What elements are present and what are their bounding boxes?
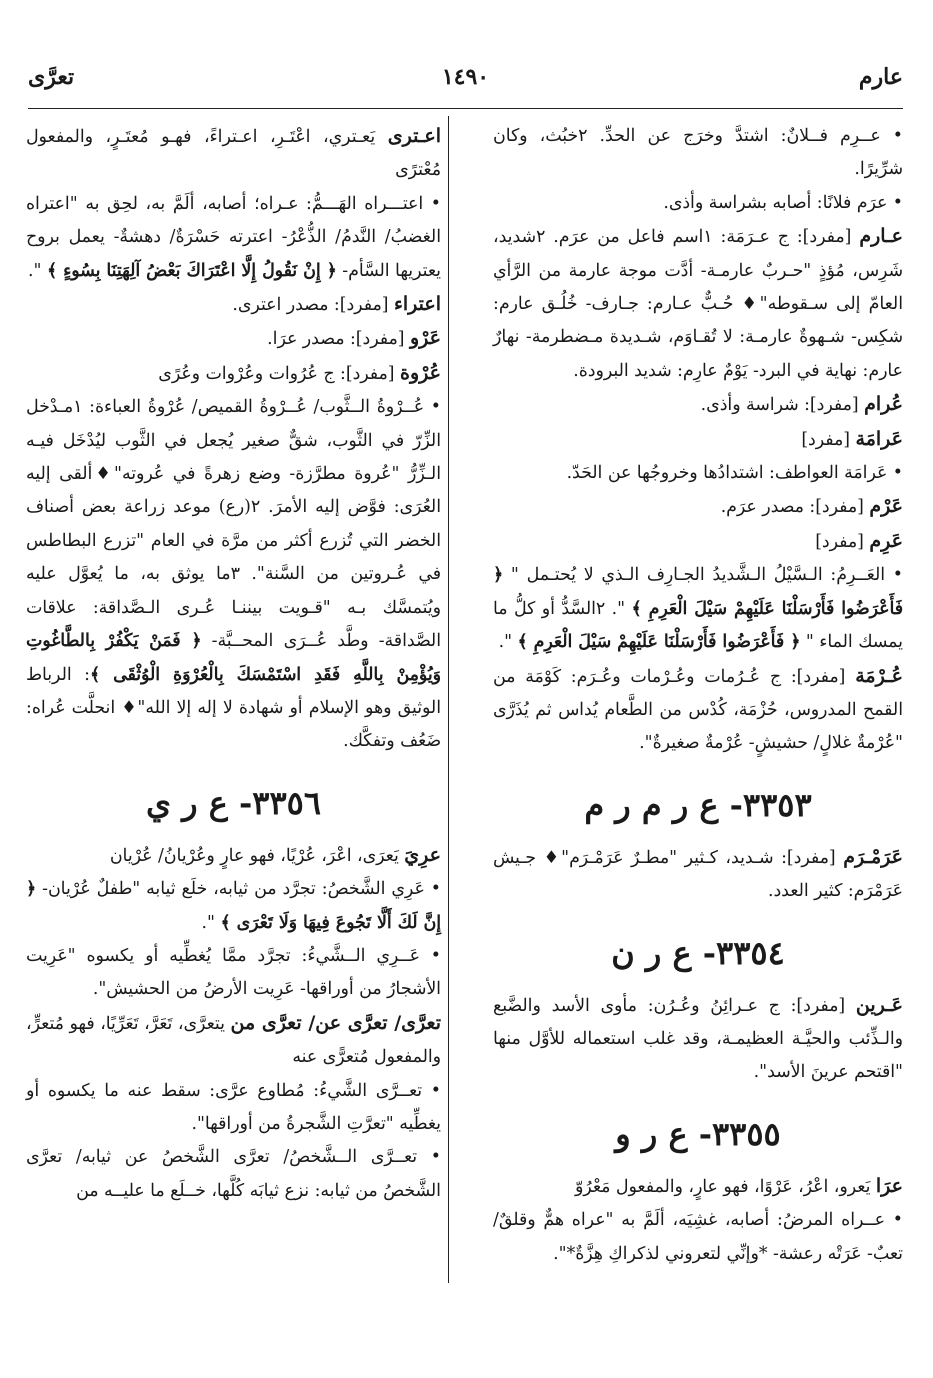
entry-text: • عــراه المرضُ: أصابه، غشِيَه، ألَمَّ به "عراه همٌّ وقلقٌ/ تعبٌ- عَرَتْه رعشة- *وإنِّي لتعروني لذكراكِ هِزَّةٌ*". [493,1210,903,1264]
entry-text: [مفرد]: ج عُـرُمات وعُـرْمات وعُـرَم: كَوْمَة من القمح المدروس، حُزْمَة، كُدْس من الطَّعام يُداس ثم يُذَرَّى "عُرْمةٌ غلالٍ/ حشيشٍ- عُرْمةٌ صغيرةٌ". [493,666,903,754]
entry-text: [مفرد]: مصدر اعترى. [232,295,394,316]
entry-headword: اعـترى [387,125,441,147]
entry-text: ". [28,260,47,281]
entry-text: • عُــرْوةُ الــثَّوب/ عُــرْوةُ القميص/ عُرْوةُ العباءة: ١مـدْخل الزِّرّ في الثَّوب، شقٌّ صغير يُجعل في الثَّوب ليُدْخَل فيـه الـزِّرُّ "عُروة مطرَّزة- وضع زهرةً في عُروته"♦ألقى إليه العُرَى: فوَّض إليه الأمرَ. ٢(رع) موعد زراعة بعض أصناف الخضر التي تُزرع أكثر من مرَّة في العام "تزرع البطاطس في عُـروتين من السَّنة". ٣ما يوثق به، ما يُعوَّل عليه ويُتمسَّك بـه "قـويت بيننـا عُـرى الـصَّداقة: علاقات الصَّداقة- وطَّد عُــرَى المحــبَّة- [26,397,442,652]
entry-headword: عرِيَ [404,843,441,866]
entry-text: • تعــرَّى الــشَّخصُ/ تعرَّى الشَّخصُ عن ثيابه/ تعرَّى الشَّخصُ من ثيابه: نزع ثيابَه كُلَّها، خــلَع ما عليــه من [26,1147,441,1201]
entry-text: [مفرد]: ج عـرَمَة: ١اسم فاعل من عرَم. ٢شديد، شَرِس، مُؤذٍ "حـربٌ عارمـة- أدَّت موجة عارمة من الرَّأي العامّ إلى سـقوطه"♦ حُـبٌّ عـارم: جـارف- خُلُـق عارم: شكِس- شـهوةٌ عارمـة: لا تُقـاوَم، شـديدة مـضطرمة- نهارٌ عارم: نهاية في البرد- يَوْمٌ عارِم: شديد البرودة. [493,227,903,381]
entry-text: ". [201,912,221,933]
dictionary-entry [493,120,903,187]
left-column [26,120,441,1208]
quranic-quote: ﴿ إِنَّ لَكَ أَلَّا تَجُوعَ فِيهَا وَلَا تَعْرَى ﴾ [26,879,441,933]
dictionary-entry [26,120,441,188]
entry-headword: عَـرين [855,993,903,1016]
header-left-title: تعرَّى [28,64,75,90]
dictionary-entry [493,1170,903,1204]
entry-text: [مفرد]: شراسة وأذى. [700,395,865,416]
section-heading: ٣٣٥٤- ع ر ن [611,933,785,972]
dictionary-entry [26,1007,441,1075]
dictionary-entry [493,423,903,457]
quranic-quote: ﴿ فَأَعْرَضُوا فَأَرْسَلْنَا عَلَيْهِمْ سَيْلَ الْعَرِمِ ﴾ [517,632,801,653]
dictionary-entry [493,841,903,909]
entry-headword: عُـرْمَة [855,664,903,687]
entry-text: ". [498,632,518,653]
entry-text: : الرباط الوثيق وهو الإسلام أو شهادة لا إله إلا الله"♦ انحلَّت عُراه: ضَعُف وتفكَّك. [26,664,441,752]
entry-text: [مفرد]: مصدر عرَا. [267,329,410,350]
entry-text: • عَرِي الشَّخصُ: تجرَّد من ثيابه، خلَع ثيابه "طفلٌ عُرْيان- [36,879,441,900]
entry-text: ". ٢السَّدُّ أو كلُّ ما يمسك الماء " [493,598,903,653]
entry-text: [مفرد]: مصدر عرَم. [720,497,870,518]
entry-text: • اعتـــراه الهَـــمُّ: عـراه؛ أصابه، ألَمَّ به، لحِق به "اعتراه الغضبُ/ النَّدمُ/ الذُّعْرُ- اعترته حَسْرَةٌ/ دهشةٌ- يعمل بروح يعتريها السَّأم- [26,193,441,281]
entry-text: [مفرد] [801,429,856,450]
dictionary-entry [26,322,441,356]
header-right-title: عارم [858,64,903,90]
column-divider [448,116,449,1283]
dictionary-entry [493,187,903,220]
dictionary-entry [26,940,441,1007]
entry-text: [مفرد]: ج عُرُوات وعُرْوات وعُرًى [158,363,401,384]
page-header [28,58,903,98]
entry-text: يَعرو، اعْرُ، عَرْوًا، فهو عارٍ، والمفعول مَعْرُوّ [574,1176,876,1197]
section-heading: ٣٣٥٣- ع ر م ر م [584,785,812,824]
entry-text: • العَــرِمُ: الـسَّيْلُ الـشَّديدُ الجـارِف الـذي لا يُحتـمل " [503,565,903,586]
dictionary-entry [26,1075,441,1142]
entry-text: يتعرَّى، تَعَرَّ، تَعَرِّيًا، فهو مُتعرٍّ، والمفعول مُتعرًّى عنه [26,1013,441,1068]
dictionary-entry [26,1141,441,1208]
dictionary-entry [493,660,903,761]
dictionary-entry [493,525,903,559]
entry-text: يَعـتري، اعْتَـرِ، اعـتراءً، فهـو مُعتَـرٍ، والمفعول مُعْترًى [26,127,441,181]
page-number: ١٤٩٠ [441,64,490,90]
quranic-quote: ﴿ فَأَعْرَضُوا فَأَرْسَلْنَا عَلَيْهِمْ سَيْلَ الْعَرِمِ ﴾ [493,565,903,619]
entry-headword: اعتراء [393,293,441,316]
entry-headword: عَرِم [869,529,903,552]
entry-headword: عـارم [859,225,903,248]
entry-headword: تعرَّى/ تعرَّى عن/ تعرَّى من [230,1011,441,1034]
dictionary-entry [493,388,903,422]
dictionary-entry [493,559,903,659]
dictionary-entry [26,391,441,758]
dictionary-entry [26,839,441,873]
entry-text: • عرَم فلانًا: أصابه بشراسة وأذى. [663,192,903,213]
right-column [493,120,903,1271]
entry-text: • تعــرَّى الشَّيءُ: مُطاوع عرَّى: سقط عنه ما يكسوه أو يغطِّيه "تعرَّتِ الشَّجرةُ من أوراقها". [26,1080,441,1134]
entry-text: • عَرامَة العواطف: اشتدادُها وخروجُها عن الحَدّ. [566,463,903,484]
entry-text: [مفرد] [815,531,870,552]
dictionary-entry [493,1204,903,1271]
entry-text: يَعرَى، اعْرَ، عُرْيًا، فهو عارٍ وعُرْيانُ/ عُرْيان [109,845,405,866]
dictionary-entry [26,188,441,288]
entry-headword: عُرْوة [400,361,441,384]
dictionary-entry [493,457,903,490]
entry-text: [مفرد]: شـديد، كـثير "مطـرٌ عَرَمْـرَم"♦ جـيش عَرَمْرَم: كثير العدد. [493,847,903,902]
dictionary-entry [493,989,903,1090]
dictionary-entry [493,490,903,524]
entry-headword: عُرام [864,393,903,416]
entry-headword: عَرامَة [855,427,903,450]
section-heading: ٣٣٥٦- ع ر ي [145,783,322,822]
entry-text: [مفرد]: ج عـرائِنُ وعُـرُن: مأوى الأسد والضَّبع والـذِّئب والحيَّـة العظيمـة، وقد غلب استعماله للأوَّل منها "اقتحم عرينَ الأسد". [493,995,903,1083]
dictionary-entry [26,873,441,940]
dictionary-entry [493,220,903,388]
header-rule [28,108,903,109]
quranic-quote: ﴿ إِنْ نَقُولُ إِلَّا اعْتَرَاكَ بَعْضُ آلِهَتِنَا بِسُوءٍ ﴾ [46,260,337,281]
section-heading: ٣٣٥٥- ع ر و [615,1114,781,1153]
entry-text: • عَــرِي الــشَّيءُ: تجرَّد ممَّا يُغطِّيه أو يكسوه "عَرِيت الأشجارُ من أوراقها- عَرِيت الأرضُ من الحشيش". [26,945,441,1000]
dictionary-entry [26,288,441,322]
entry-headword: عَرْو [410,327,441,350]
entry-headword: عرَا [875,1174,903,1197]
entry-headword: عَرَمْـرَم [843,845,903,868]
quranic-quote: ﴿ فَمَنْ يَكْفُرْ بِالطَّاغُوتِ وَيُؤْمِنْ بِاللَّهِ فَقَدِ اسْتَمْسَكَ بِالْعُرْوَةِ الْوُثْقَى ﴾ [26,631,441,685]
entry-text: • عــرِم فــلانٌ: اشتدَّ وخرَج عن الحدِّ. ٢خبُث، وكان شرِّيرًا. [493,126,903,180]
entry-headword: عَرْم [869,495,903,518]
dictionary-entry [26,357,441,391]
